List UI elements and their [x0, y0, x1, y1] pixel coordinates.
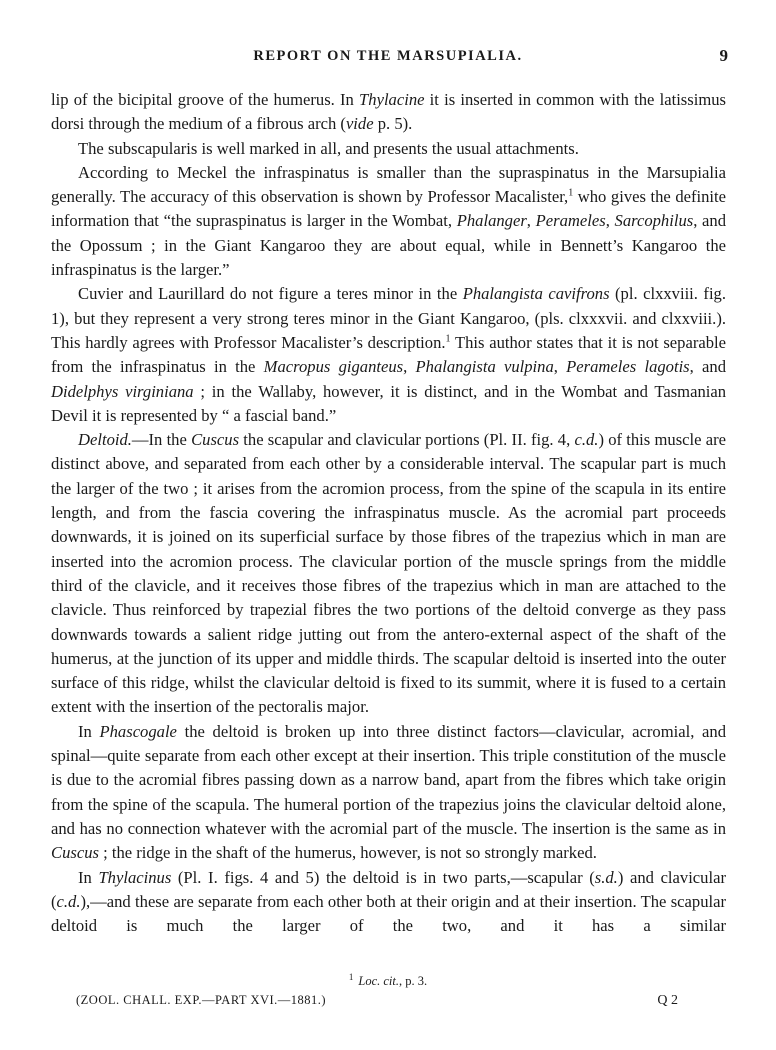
footnote-citation: Loc. cit.: [358, 974, 399, 989]
signature-mark: (ZOOL. CHALL. EXP.—PART XVI.—1881.): [76, 993, 327, 1007]
body-text: [51, 88, 726, 938]
text-run: ,: [526, 211, 536, 231]
text-run: ,: [605, 211, 615, 231]
italic-text: Phascogale: [99, 721, 177, 741]
paragraph: [51, 428, 726, 720]
paragraph: [51, 720, 726, 866]
text-run: ) and clavicular (: [51, 867, 726, 911]
italic-text: Perameles lagotis: [566, 357, 690, 377]
page-footer: [0, 993, 776, 1013]
text-run: ) of this muscle are distinct above, and separated from each other by a considerable interval. The scapular part is much the larger of the two ; it arises from the acromion process, from the spine of the scapula in its entire length, and from the fascia covering the infraspinatus muscle. As the acromial part proceeds downwards, it is joined on its superficial surface by those fibres of the trapezius which in man are inserted into the acromion process. The clavicular portion of the muscle springs from the middle third of the clavicle, and it receives those fibres of the trapezius which in man are attached to the clavicle. Thus reinforced by trapezial fibres the two portions of the deltoid converge as they pass downwards towards a salient ridge jutting out from the antero-external aspect of the shaft of the humerus, at the junction of its upper and middle thirds. The scapular deltoid is inserted into the outer surface of this ridge, whilst the clavicular deltoid is fixed to its summit, where it is fused to a certain extent with the insertion of the pectoralis major.: [51, 430, 726, 717]
italic-text: Perameles: [535, 211, 606, 231]
text-run: According to Meckel the infraspinatus is smaller than the supraspinatus in the Marsupialia generally. The accuracy of this observation is shown by Professor Macalister,: [51, 162, 726, 207]
text-run: the scapular and clavicular portions (Pl. II. fig. 4,: [239, 430, 575, 450]
italic-text: Didelphys virginiana: [51, 381, 194, 401]
text-run: the deltoid is broken up into three distinct factors—clavicular, acromial, and spinal—quite separate from each other except at their insertion. This triple constitution of the muscle is due to the acromial fibres passing down as a narrow band, apart from the fibres which take origin from the spine of the scapula. The humeral portion of the trapezius joins the clavicular deltoid alone, and has no connection whatever with the acromial part of the muscle. The insertion is the same as in: [51, 721, 726, 838]
text-run: The subscapularis is well marked in all, and presents the usual attachments.: [78, 138, 579, 158]
italic-text: Phalanger: [456, 211, 527, 231]
footnote-ref: 1: [445, 333, 451, 345]
paragraph: [51, 282, 726, 428]
text-run: who gives the definite information that “the supraspinatus is larger in the Wombat,: [51, 187, 726, 231]
text-run: ,: [553, 357, 567, 377]
italic-text: Thylacinus: [98, 867, 172, 887]
text-run: ; in the Wallaby, however, it is distinct, and in the Wombat and Tasmanian Devil it is represented by “ a fascial band.”: [51, 381, 727, 425]
text-run: —In the: [131, 430, 192, 450]
text-run: (pl. clxxviii. fig. 1), but they represent a very strong teres minor in the Giant Kangaroo, (pls. clxxxvii. and clxxviii.). This hardly agrees with Professor Macalister’s description.: [51, 284, 727, 352]
running-title: REPORT ON THE MARSUPIALIA.: [253, 48, 523, 64]
text-run: (Pl. I. figs. 4 and 5) the deltoid is in two parts,—scapular (: [171, 867, 595, 887]
italic-text: s.d.: [594, 867, 618, 887]
italic-text: c.d.: [574, 430, 599, 450]
running-header: [0, 48, 776, 72]
italic-text: Sarcophilus: [614, 211, 694, 231]
text-run: , and the Opossum ; in the Giant Kangaroo they are about equal, while in Bennett’s Kangaroo the infraspinatus is the larger.”: [51, 211, 727, 280]
italic-text: Phalangista vulpina: [415, 357, 554, 377]
text-run: lip of the bicipital groove of the humerus. In: [51, 90, 360, 109]
text-run: This author states that it is not separable from the infraspinatus in the: [51, 332, 726, 377]
text-run: p. 5).: [373, 114, 413, 134]
text-run: In: [78, 867, 99, 887]
footnote: [0, 972, 776, 989]
paragraph: [51, 88, 726, 137]
text-run: ),—and these are separate from each other both at their origin and at their insertion. The scapular deltoid is much the larger of the two, and it has a similar: [51, 891, 726, 936]
text-run: , and: [689, 357, 726, 377]
paragraph: [51, 137, 726, 161]
text-run: ; the ridge in the shaft of the humerus, however, is not so strongly marked.: [98, 843, 597, 863]
italic-text: vide: [345, 114, 374, 134]
paragraph: [51, 866, 726, 939]
signature-number: Q 2: [657, 993, 678, 1008]
italic-text: Cuscus: [191, 430, 240, 450]
italic-text: Thylacine: [359, 90, 425, 109]
footnote-mark: 1: [348, 972, 354, 982]
italic-text: Cuscus: [51, 843, 99, 863]
paragraph: [51, 161, 726, 282]
footnote-suffix: , p. 3.: [399, 974, 428, 989]
italic-text: Macropus giganteus: [263, 357, 404, 377]
footnote-ref: 1: [568, 187, 574, 199]
italic-text: Deltoid.: [78, 430, 132, 450]
text-run: In: [78, 721, 100, 741]
page-number: 9: [719, 46, 728, 65]
italic-text: Phalangista cavifrons: [462, 284, 610, 304]
text-run: it is inserted in common with the latissimus dorsi through the medium of a fibrous arch (: [51, 90, 726, 134]
text-run: Cuvier and Laurillard do not figure a teres minor in the: [78, 284, 463, 304]
text-run: ,: [403, 357, 416, 377]
italic-text: c.d.: [56, 891, 81, 911]
